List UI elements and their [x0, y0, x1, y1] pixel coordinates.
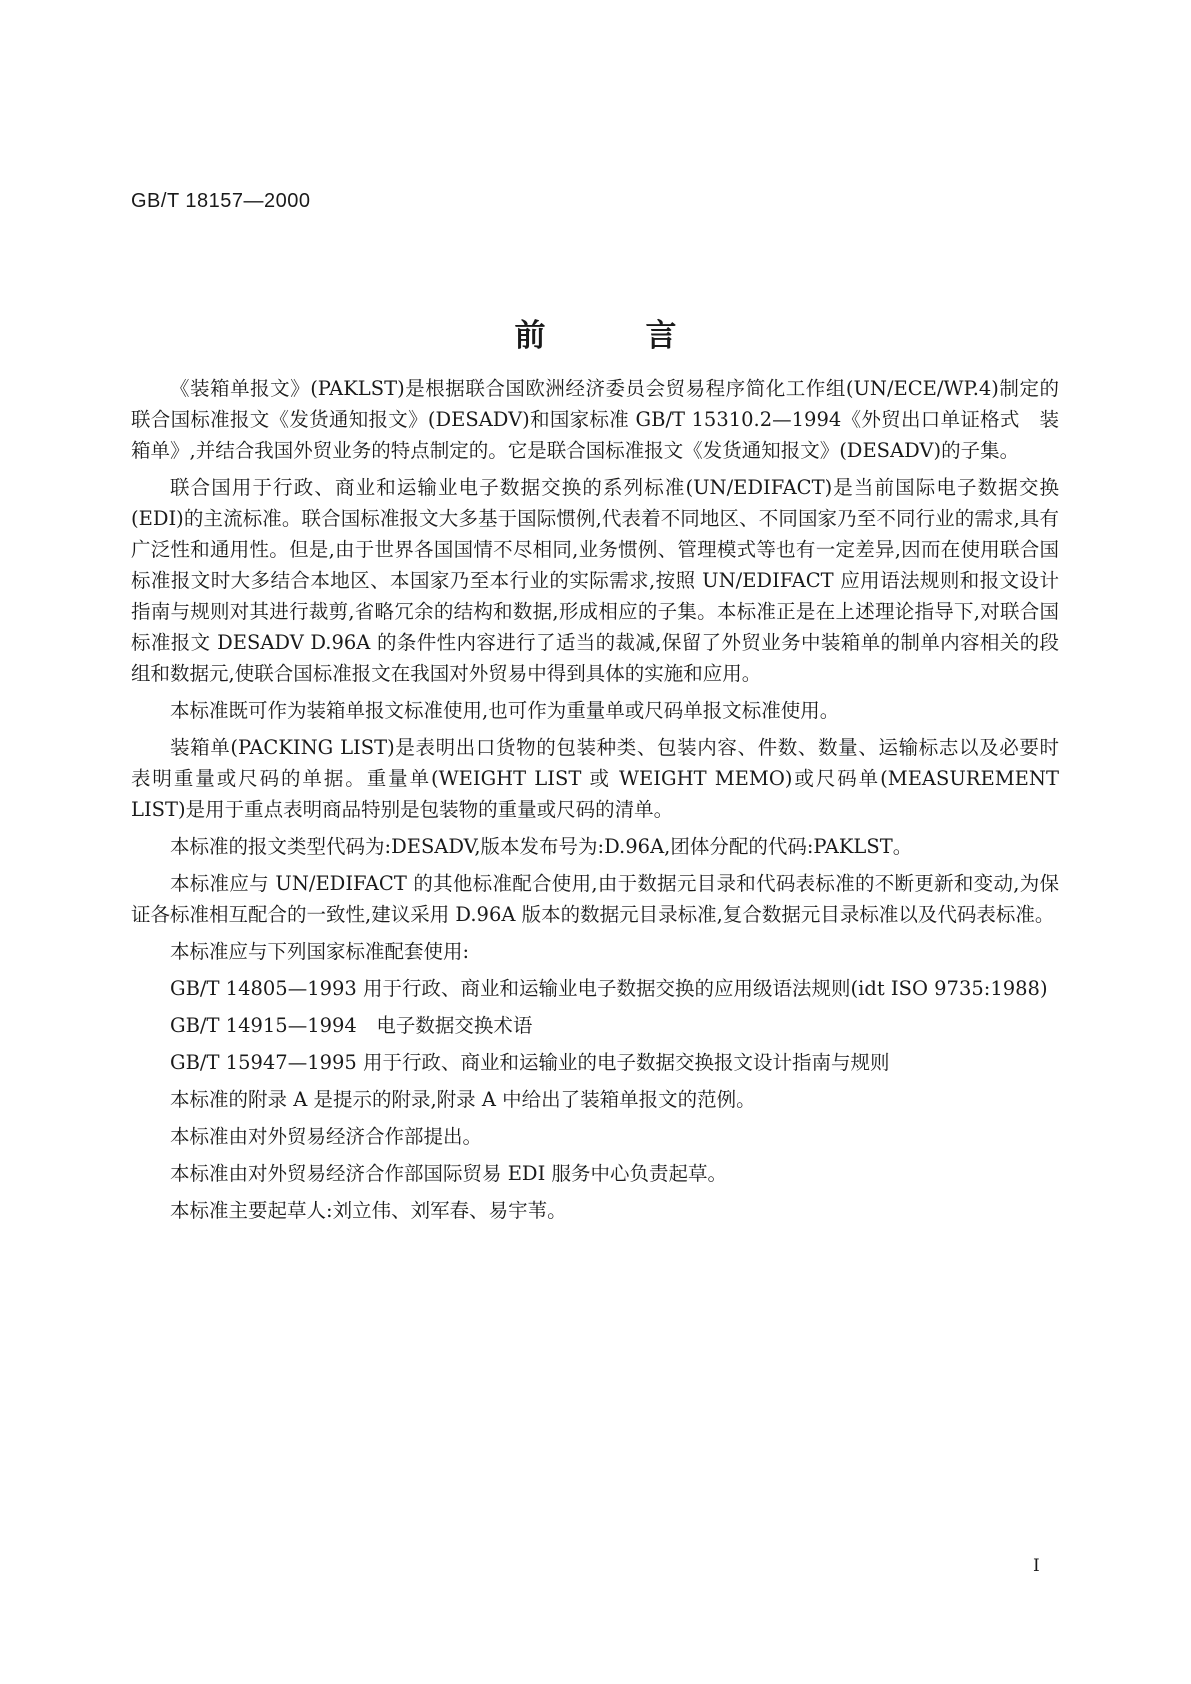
paragraph: 本标准既可作为装箱单报文标准使用,也可作为重量单或尺码单报文标准使用。 — [170, 699, 840, 722]
standard-number: GB/T 18157—2000 — [131, 190, 311, 212]
foreword-body — [131, 373, 1059, 1232]
paragraph: 本标准的报文类型代码为:DESADV,版本发布号为:D.96A,团体分配的代码:PAKLST。 — [170, 835, 913, 858]
page-title: 前言 — [514, 318, 777, 354]
paragraph: 本标准的附录 A 是提示的附录,附录 A 中给出了装箱单报文的范例。 — [170, 1088, 756, 1111]
paragraph: 本标准由对外贸易经济合作部提出。 — [170, 1125, 483, 1148]
reference-item: GB/T 14915—1994 电子数据交换术语 — [170, 1014, 533, 1037]
paragraph: 装箱单(PACKING LIST)是表明出口货物的包装种类、包装内容、件数、数量、运输标志以及必要时 表明重量或尺码的单据。重量单(WEIGHT LIST 或 WEIGHT MEMO)或尺码单(MEASUREMENT LIST)是用于重点表明商品特别是包装物的重量或尺码的清单。 — [131, 736, 1059, 821]
paragraph: 《装箱单报文》(PAKLST)是根据联合国欧洲经济委员会贸易程序简化工作组(UN/ECE/WP.4)制定的联合国标准报文《发货通知报文》(DESADV)和国家标准 GB/T 15310.2—1994《外贸出口单证格式 装箱单》,并结合我国外贸业务的特点制定的。它是联合国标准报文《发货通知报文》(DESADV)的子集。 — [131, 377, 1059, 462]
paragraph: 本标准应与下列国家标准配套使用: — [170, 940, 470, 963]
reference-item: GB/T 15947—1995 用于行政、商业和运输业的电子数据交换报文设计指南与规则 — [170, 1051, 890, 1074]
paragraph: 联合国用于行政、商业和运输业电子数据交换的系列标准(UN/EDIFACT)是当前国际电子数据交换(EDI)的主流标准。联合国标准报文大多基于国际惯例,代表着不同地区、不同国家乃至不同行业的需求,具有广泛性和通用性。但是,由于世界各国国情不尽相同,业务惯例、管理模式等也有一定差异,因而在使用联合国标准报文时大多结合本地区、本国家乃至本行业的实际需求,按照 UN/EDIFACT 应用语法规则和报文设计指南与规则对其进行裁剪,省略冗余的结构和数据,形成相应的子集。本标准正是在上述理论指导下,对联合国标准报文 DESADV D.96A 的条件性内容进行了适当的裁减,保留了外贸业务中装箱单的制单内容相关的段组和数据元,使联合国标准报文在我国对外贸易中得到具体的实施和应用。 — [131, 476, 1059, 685]
reference-item: GB/T 14805—1993 用于行政、商业和运输业电子数据交换的应用级语法规则(idt ISO 9735:1988) — [170, 977, 1048, 1000]
paragraph: 本标准由对外贸易经济合作部国际贸易 EDI 服务中心负责起草。 — [170, 1162, 727, 1185]
page-number: I — [1033, 1556, 1040, 1576]
paragraph: 本标准应与 UN/EDIFACT 的其他标准配合使用,由于数据元目录和代码表标准的不断更新和变动,为保证各标准相互配合的一致性,建议采用 D.96A 版本的数据元目录标准,复合数据元目录标准以及代码表标准。 — [131, 872, 1059, 926]
paragraph: 本标准主要起草人:刘立伟、刘军春、易宇苇。 — [170, 1199, 567, 1222]
